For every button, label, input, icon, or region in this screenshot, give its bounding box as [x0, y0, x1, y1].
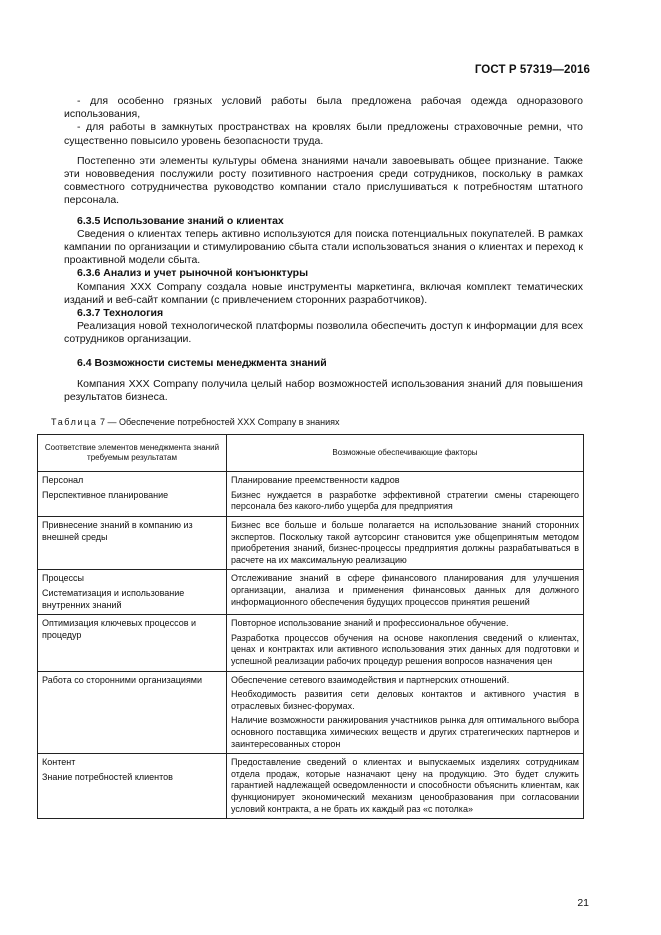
table-row	[38, 615, 584, 671]
table-caption-title: 7 — Обеспечение потребностей XXX Company в знаниях	[97, 417, 340, 428]
document-id-header: ГОСТ Р 57319—2016	[474, 64, 590, 76]
cell-text: Отслеживание знаний в сфере финансового планирования для улучшения организации, анализа и применения финансовых данных для должного информационного обеспечения будущих процессов принятия решений	[231, 573, 579, 607]
paragraph-6-3-6: Компания XXX Company создала новые инструменты маркетинга, включая комплект тематических изданий и веб-сайт компании (с привлечением сторонних разработчиков).	[64, 280, 583, 306]
table-caption	[51, 416, 583, 428]
heading-6-4: 6.4 Возможности системы менеджмента знаний	[77, 356, 327, 369]
cell-text: Систематизация и использование внутренних знаний	[42, 588, 185, 610]
table-cell-element	[38, 671, 227, 754]
table-row	[38, 671, 584, 754]
table-row	[38, 472, 584, 517]
cell-text: Бизнес нуждается в разработке эффективной стратегии смены стареющего персонала без какого-либо ущерба для предприятия	[231, 489, 579, 512]
cell-text: Контент	[42, 757, 76, 768]
table-cell-factor	[227, 570, 584, 615]
heading-6-3-6: 6.3.6 Анализ и учет рыночной конъюнктуры	[77, 267, 309, 280]
paragraph-6-4: Компания XXX Company получила целый набор возможностей использования знаний для повышения результатов бизнеса.	[64, 377, 583, 404]
table-header-row	[38, 435, 584, 472]
cell-text: Оптимизация ключевых процессов и процедур	[42, 618, 197, 640]
table-row	[38, 754, 584, 819]
cell-text: Необходимость развития сети деловых контактов и активного участия в отраслевых бизнес-форумах.	[231, 689, 579, 711]
table-cell-factor	[227, 517, 584, 570]
heading-6-3-7: 6.3.7 Технология	[77, 307, 164, 320]
table-cell-element	[38, 754, 227, 819]
table-cell-factor	[227, 671, 584, 754]
cell-text: Работа со сторонними организациями	[42, 674, 203, 685]
cell-text: Процессы	[42, 573, 85, 584]
table-cell-element	[38, 472, 227, 517]
paragraph-safety-belts: - для работы в замкнутых пространствах на кровлях были предложены страховочные ремни, что существенно повысило уровень безопасности труда.	[64, 121, 583, 147]
cell-text: Планирование преемственности кадров	[231, 475, 400, 486]
column-header-elements: Соответствие элементов менеджмента знаний требуемым результатам	[38, 435, 227, 472]
cell-text: Персонал	[42, 475, 84, 486]
table-cell-factor	[227, 754, 584, 819]
table-row	[38, 517, 584, 570]
column-header-factors: Возможные обеспечивающие факторы	[227, 435, 584, 472]
table-cell-factor	[227, 472, 584, 517]
page-number: 21	[577, 897, 589, 909]
paragraph-culture: Постепенно эти элементы культуры обмена знаниями начали завоевывать общее признание. Также эти нововведения послужили росту позитивного настроения среди сотрудников, поскольку в рамках совместного сотрудничества руководство компании стало прислушиваться к потребностям штатного персонала.	[64, 154, 583, 207]
table-caption-prefix: Таблица	[51, 417, 98, 428]
table-cell-element	[38, 570, 227, 615]
cell-text: Знание потребностей клиентов	[42, 771, 173, 782]
paragraph-clothing: - для особенно грязных условий работы была предложена рабочая одежда одноразового использования,	[64, 95, 583, 121]
cell-text: Предоставление сведений о клиентах и выпускаемых изделиях сотрудникам отдела продаж, которые назначают цену на продукцию. Это будет служить гарантией надлежащей осведомленности и способности объяснить клиентам, как функционирует экономический механизм ценообразования при согласовании условий контракта, а не брать их каждый раз «с потолка»	[231, 757, 579, 814]
table-cell-element	[38, 615, 227, 671]
cell-text: Бизнес все больше и больше полагается на использование знаний сторонних экспертов. Поскольку такой аутсорсинг становится уже общепринятым методом приобретения знаний, бизнес-процессы предприятия должны разрабатываться в расчете на их максимальную реализацию	[231, 520, 579, 565]
heading-6-3-5: 6.3.5 Использование знаний о клиентах	[77, 214, 284, 227]
cell-text: Обеспечение сетевого взаимодействия и партнерских отношений.	[231, 674, 510, 685]
document-body	[42, 95, 583, 819]
paragraph-6-3-5: Сведения о клиентах теперь активно используются для поиска потенциальных покупателей. В рамках кампании по организации и стимулированию сбыта стали использоваться знания о клиентах и переход к проактивной модели сбыта.	[64, 227, 583, 267]
knowledge-needs-table	[37, 434, 584, 819]
cell-text: Наличие возможности ранжирования участников рынка для оптимального выбора основного поставщика химических веществ и других стратегических партнеров и заинтересованных сторон	[231, 715, 579, 749]
cell-text: Перспективное планирование	[42, 489, 169, 500]
table-cell-element	[38, 517, 227, 570]
cell-text: Разработка процессов обучения на основе накопления сведений о клиентах, ценах и контрактах или активного использования этих данных для подготовки и успешной реализации рабочих процедур решения вопросов назначения цен	[231, 632, 579, 666]
cell-text: Повторное использование знаний и профессиональное обучение.	[231, 618, 509, 629]
table-row	[38, 570, 584, 615]
paragraph-6-3-7: Реализация новой технологической платформы позволила обеспечить доступ к информации для всех сотрудников организации.	[64, 320, 583, 346]
table-cell-factor	[227, 615, 584, 671]
cell-text: Привнесение знаний в компанию из внешней среды	[42, 520, 193, 542]
